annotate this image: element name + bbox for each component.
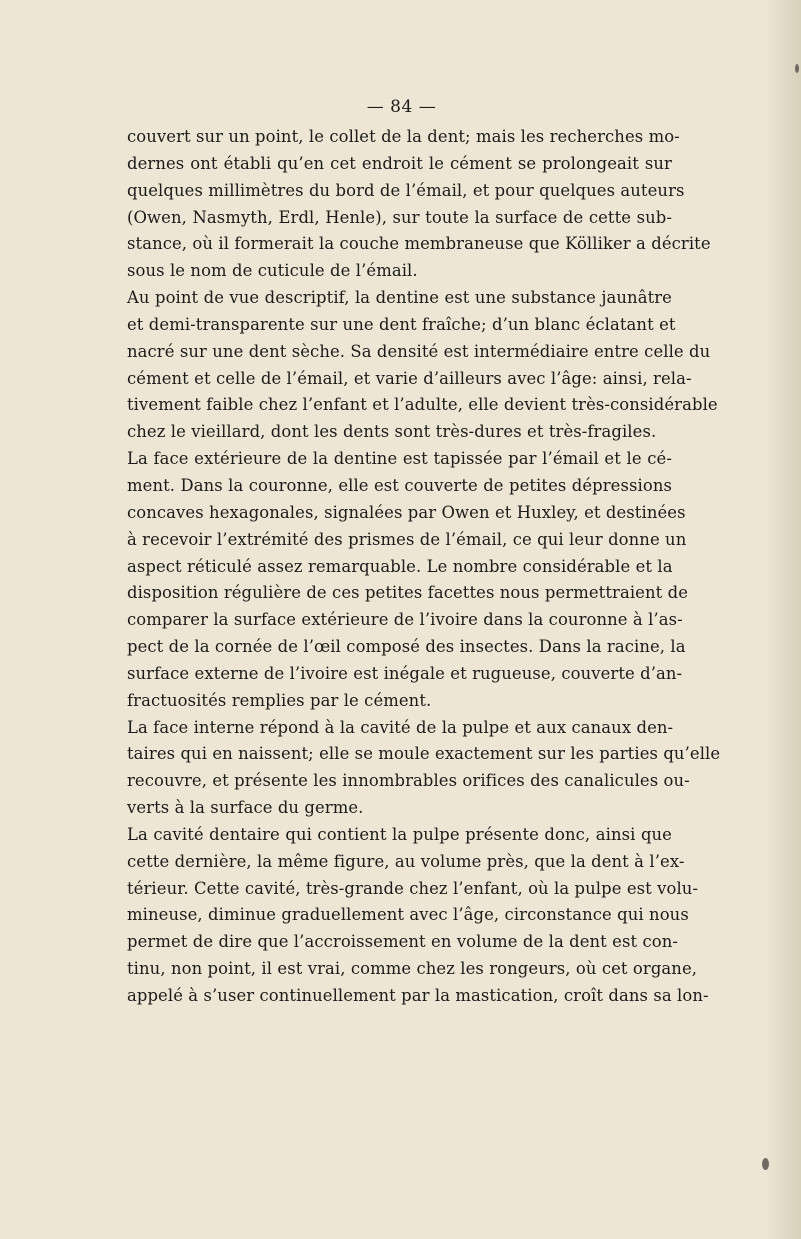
text-line: appelé à s’user continuellement par la mastication, croît dans sa lon- (127, 986, 709, 1005)
text-line: concaves hexagonales, signalées par Owen et Huxley, et destinées (127, 502, 686, 522)
text-line: La face extérieure de la dentine est tapissée par l’émail et le cé- (127, 449, 672, 469)
text-line: permet de dire que l’accroissement en volume de la dent est con- (127, 932, 679, 952)
text-line: (Owen, Nasmyth, Erdl, Henle), sur toute la surface de cette sub- (127, 207, 672, 227)
page-text-block (127, 95, 721, 1010)
text-line: sous le nom de cuticule de l’émail. (127, 261, 418, 281)
text-line: La face interne répond à la cavité de la pulpe et aux canaux den- (127, 717, 674, 737)
text-line: couvert sur un point, le collet de la dent; mais les recherches mo- (127, 127, 680, 146)
text-line: aspect réticulé assez remarquable. Le nombre considérable et la (127, 556, 673, 576)
text-line: chez le vieillard, dont les dents sont très-dures et très-fragiles. (127, 422, 657, 442)
text-line: La cavité dentaire qui contient la pulpe présente donc, ainsi que (127, 824, 672, 844)
text-line: dernes ont établi qu’en cet endroit le cément se prolongeait sur (127, 153, 672, 173)
text-line: quelques millimètres du bord de l’émail, et pour quelques auteurs (127, 180, 685, 200)
text-line: fractuosités remplies par le cément. (127, 690, 432, 710)
text-line: cément et celle de l’émail, et varie d’ailleurs avec l’âge: ainsi, rela- (127, 368, 692, 388)
text-line: taires qui en naissent; elle se moule exactement sur les parties qu’elle (127, 744, 721, 764)
text-line: et demi-transparente sur une dent fraîche; d’un blanc éclatant et (127, 314, 676, 334)
text-line: verts à la surface du germe. (127, 798, 364, 818)
ink-speck (795, 64, 799, 73)
text-line: disposition régulière de ces petites facettes nous permettraient de (127, 583, 689, 603)
text-line: tivement faible chez l’enfant et l’adulte, elle devient très-considérable (127, 395, 718, 415)
text-line: cette dernière, la même figure, au volume près, que la dent à l’ex- (127, 851, 685, 871)
text-line: à recevoir l’extrémité des prismes de l’émail, ce qui leur donne un (127, 529, 687, 549)
text-line: Au point de vue descriptif, la dentine est une substance jaunâtre (127, 288, 672, 308)
ink-speck (762, 1158, 769, 1170)
text-line: mineuse, diminue graduellement avec l’âge, circonstance qui nous (127, 905, 689, 925)
page-number: — 84 — (366, 97, 437, 117)
text-line: térieur. Cette cavité, très-grande chez l’enfant, où la pulpe est volu- (127, 878, 699, 898)
text-line: nacré sur une dent sèche. Sa densité est intermédiaire entre celle du (127, 341, 711, 361)
text-line: surface externe de l’ivoire est inégale et rugueuse, couverte d’an- (127, 663, 683, 683)
text-line: stance, où il formerait la couche membraneuse que Kölliker a décrite (127, 234, 711, 254)
text-line: comparer la surface extérieure de l’ivoire dans la couronne à l’as- (127, 610, 683, 630)
text-line: pect de la cornée de l’œil composé des insectes. Dans la racine, la (127, 637, 686, 657)
text-line: recouvre, et présente les innombrables orifices des canalicules ou- (127, 771, 690, 791)
text-line: tinu, non point, il est vrai, comme chez les rongeurs, où cet organe, (127, 959, 698, 979)
text-line: ment. Dans la couronne, elle est couverte de petites dépressions (127, 475, 672, 495)
page-edge-shadow (765, 0, 801, 1239)
